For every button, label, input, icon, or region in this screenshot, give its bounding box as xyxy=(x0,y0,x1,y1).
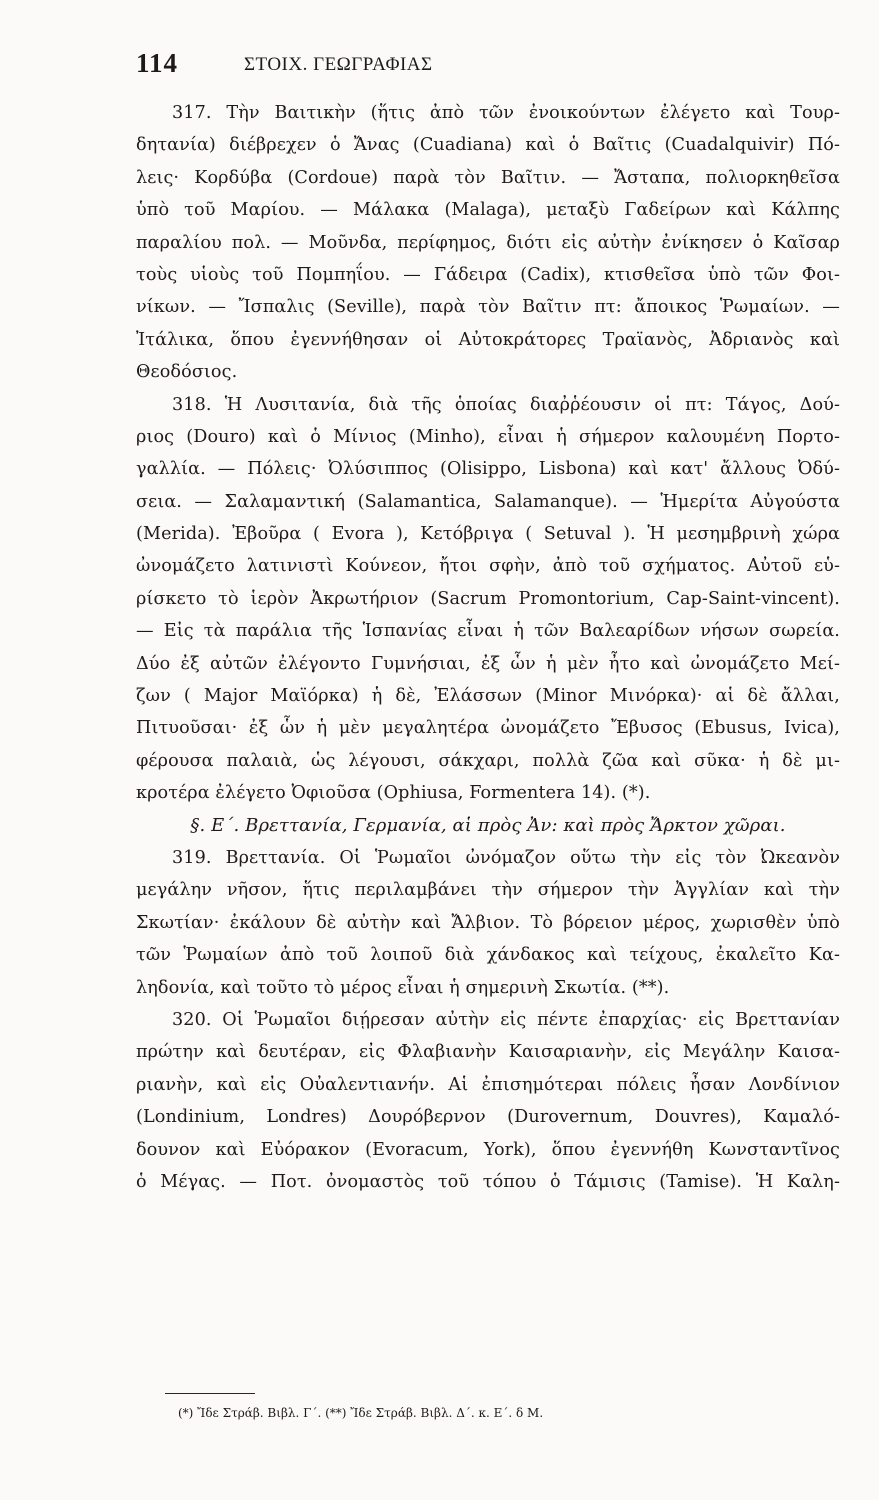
text-line: ριος (Douro) καὶ ὁ Μίνιος (Minho), εἶναι ἡ σήμερον καλουμένη Πορτο- xyxy=(136,426,840,447)
text-line: γαλλία. — Πόλεις· Ὀλύσιππος (Olisippo, Lisbona) καὶ κατ' ἄλλους Ὀδύ- xyxy=(136,459,840,480)
footnote-rule xyxy=(165,1393,255,1394)
text-line: (Londinium, Londres) Δουρόβερνον (Durovernum, Douvres), Καμαλό- xyxy=(136,1107,840,1128)
text-line: Ἰτάλικα, ὅπου ἐγεννήθησαν οἱ Αὐτοκράτορες Τραϊανὸς, Ἀδριανὸς καὶ xyxy=(136,329,840,350)
text-line: σεια. — Σαλαμαντική (Salamantica, Salamanque). — Ἡμερίτα Αὐγούστα xyxy=(136,491,840,512)
text-line: λεις· Κορδύβα (Cordoue) παρὰ τὸν Βαῖτιν. — Ἄσταπα, πολιορκηθεῖσα xyxy=(136,167,840,188)
text-line: Δύο ἐξ αὐτῶν ἐλέγοντο Γυμνήσιαι, ἐξ ὧν ἡ μὲν ἦτο καὶ ὠνομάζετο Μεί- xyxy=(136,653,840,674)
page-header xyxy=(136,46,840,86)
text-line: παραλίου πολ. — Μοῦνδα, περίφημος, διότι εἰς αὐτὴν ἐνίκησεν ὁ Καῖσαρ xyxy=(136,232,840,253)
text-line: — Εἰς τὰ παράλια τῆς Ἱσπανίας εἶναι ἡ τῶν Βαλεαρίδων νήσων σωρεία. xyxy=(136,621,840,642)
text-line: ὁ Μέγας. — Ποτ. ὀνομαστὸς τοῦ τόπου ὁ Τάμισις (Tamise). Ἡ Καλη- xyxy=(136,1171,840,1192)
text-line: κροτέρα ἐλέγετο Ὀφιοῦσα (Ophiusa, Formentera 14). (*). xyxy=(136,783,651,804)
text-line: 317. Τὴν Βαιτικὴν (ἥτις ἀπὸ τῶν ἐνοικούντων ἐλέγετο καὶ Τουρ- xyxy=(172,103,840,123)
text-line: ριανὴν, καὶ εἰς Οὐαλεντιανήν. Αἱ ἐπισημότεραι πόλεις ἦσαν Λονδίνιον xyxy=(136,1074,840,1095)
footnote: (*) Ἴδε Στράβ. Βιβλ. Γ΄. (**) Ἴδε Στράβ. Βιβλ. Δ΄. κ. Ε΄. δ Μ. xyxy=(178,1406,544,1420)
running-head: ΣΤΟΙΧ. ΓΕΩΓΡΑΦΙΑΣ xyxy=(244,54,433,75)
text-line: ὑπὸ τοῦ Μαρίου. — Μάλακα (Malaga), μεταξὺ Γαδείρων καὶ Κάλπης xyxy=(136,200,840,221)
text-line: 318. Ἡ Λυσιτανία, διὰ τῆς ὁποίας διαῤῥέουσιν οἱ πτ: Τάγος, Δού- xyxy=(172,394,840,415)
text-line: τῶν Ῥωμαίων ἀπὸ τοῦ λοιποῦ διὰ χάνδακος καὶ τείχους, ἐκαλεῖτο Κα- xyxy=(136,945,840,966)
section-heading: §. Ε΄. Βρεττανία, Γερμανία, αἱ πρὸς Ἀν: καὶ πρὸς Ἄρκτον χῶραι. xyxy=(190,814,786,836)
text-line: 319. Βρεττανία. Οἱ Ῥωμαῖοι ὠνόμαζον οὕτω τὴν εἰς τὸν Ὠκεανὸν xyxy=(172,847,840,868)
text-line: τοὺς υἱοὺς τοῦ Πομπηΐου. — Γάδειρα (Cadix), κτισθεῖσα ὑπὸ τῶν Φοι- xyxy=(136,264,840,285)
text-line: νίκων. — Ἴσπαλις (Seville), παρὰ τὸν Βαῖτιν πτ: ἄποικος Ῥωμαίων. — xyxy=(136,297,840,318)
text-line: ληδονία, καὶ τοῦτο τὸ μέρος εἶναι ἡ σημερινὴ Σκωτία. (**). xyxy=(136,977,670,998)
text-line: δητανία) διέβρεχεν ὁ Ἄνας (Cuadiana) καὶ ὁ Βαῖτις (Cuadalquivir) Πό- xyxy=(136,135,840,156)
text-line: πρώτην καὶ δευτέραν, εἰς Φλαβιανὴν Καισαριανὴν, εἰς Μεγάλην Καισα- xyxy=(136,1042,840,1063)
text-line: δουνον καὶ Εὐόρακον (Evoracum, York), ὅπου ἐγεννήθη Κωνσταντῖνος xyxy=(136,1139,840,1160)
text-line: Θεοδόσιος. xyxy=(136,362,238,383)
text-line: Πιτυοῦσαι· ἐξ ὧν ἡ μὲν μεγαλητέρα ὠνομάζετο Ἔβυσος (Ebusus, Ivica), xyxy=(136,718,840,739)
text-line: μεγάλην νῆσον, ἥτις περιλαμβάνει τὴν σήμερον τὴν Ἀγγλίαν καὶ τὴν xyxy=(136,880,840,901)
text-line: ρίσκετο τὸ ἱερὸν Ἀκρωτήριον (Sacrum Promontorium, Cap-Saint-vincent). xyxy=(136,588,840,609)
text-line: Σκωτίαν· ἐκάλουν δὲ αὐτὴν καὶ Ἄλβιον. Τὸ βόρειον μέρος, χωρισθὲν ὑπὸ xyxy=(136,912,840,933)
text-line: (Merida). Ἐβοῦρα ( Evora ), Κετόβριγα ( Setuval ). Ἡ μεσημβρινὴ χώρα xyxy=(136,524,840,545)
text-line: φέρουσα παλαιὰ, ὡς λέγουσι, σάκχαρι, πολλὰ ζῶα καὶ σῦκα· ἡ δὲ μι- xyxy=(136,750,840,771)
text-line: ζων ( Major Μαϊόρκα) ἡ δὲ, Ἐλάσσων (Minor Μινόρκα)· αἱ δὲ ἄλλαι, xyxy=(136,686,840,707)
text-line: 320. Οἱ Ῥωμαῖοι διῄρεσαν αὐτὴν εἰς πέντε ἐπαρχίας· εἰς Βρεττανίαν xyxy=(172,1009,840,1030)
body-text xyxy=(136,97,840,1198)
page-number: 114 xyxy=(136,48,179,78)
text-line: ὠνομάζετο λατινιστὶ Κούνεον, ἤτοι σφὴν, ἀπὸ τοῦ σχήματος. Αὐτοῦ εὑ- xyxy=(136,556,840,577)
